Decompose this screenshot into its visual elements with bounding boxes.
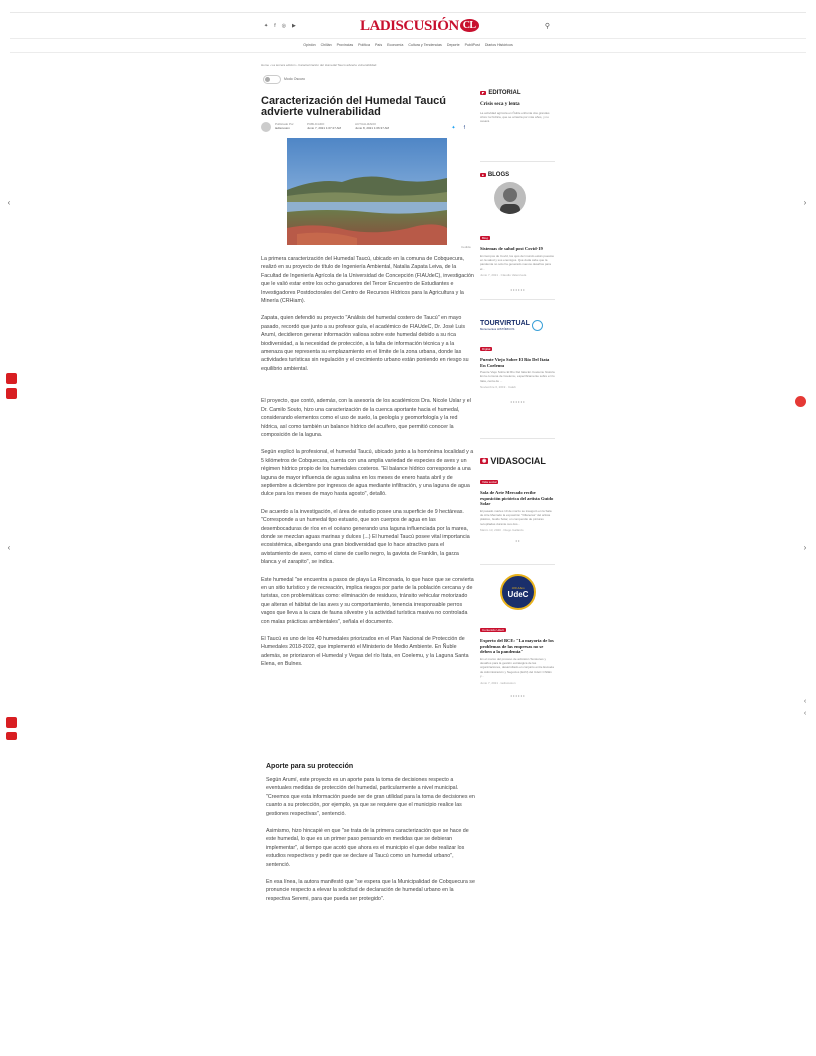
blogs-post-date: Junio 7, 2021 · Claudio Valenzuela xyxy=(480,273,527,278)
udec-post-text: En el marco del proceso de admisión Tensiones y desafíos para la gestión estratégica de las organizaciones, desarrollado en conjunto entre Escuela de Administración y Negocios (EAN) del UdeC Chillán y... xyxy=(480,656,554,679)
tour-post-text: Puente Viejo Sobre El Río Del Itata En Coelemu historia En la comuna de Coelemu, específicamente sobre el río Itata, cerca de ... xyxy=(480,370,555,383)
author-block xyxy=(275,122,294,130)
updated-date: Junio 8, 2021 1:06:37 AM xyxy=(355,126,390,130)
carousel-prev-arrow-icon[interactable]: ‹ xyxy=(7,198,11,207)
vida-tag: Vida social xyxy=(482,480,497,484)
top-divider xyxy=(10,12,806,13)
breadcrumb[interactable]: Home › La tercera edición › Caracterización del Humedal Taucú advierte vulnerabilidad xyxy=(261,63,377,67)
wetland-photo-graphic xyxy=(287,138,447,245)
nav-item[interactable]: Política xyxy=(358,43,370,47)
editorial-heading: ◤ EDITORIAL xyxy=(482,90,521,96)
nav-item[interactable]: Diarios Históricos xyxy=(484,43,513,47)
author-avatar xyxy=(261,122,271,132)
article-paragraph: Según Arumí, este proyecto es un aporte para la toma de decisiones respecto a eventuales medidas de protección del humedal, particularmente a nivel municipal. "Creemos que esta información puede ser de gran utilidad para la toma de decisiones en cuanto a su protección, por ejemplo, ya que se requiere que el municipio realice las gestiones respectivas", sentenció. xyxy=(266,777,475,817)
dark-mode-toggle[interactable] xyxy=(263,75,281,84)
article-meta xyxy=(261,121,471,135)
carousel-prev-arrow-icon[interactable]: ‹ xyxy=(7,543,11,552)
site-header xyxy=(258,16,558,38)
article-paragraph: En esa línea, la autora manifestó que "se espera que la Municipalidad de Cobquecura se pronuncie respecto a elevar la solicitud de declaración de humedal urbano en la respectiva Seremi, para que pueda ser protegido". xyxy=(266,879,475,902)
logo-badge: CL xyxy=(460,19,479,32)
tour-globe-icon xyxy=(532,320,543,331)
vida-carousel-dots[interactable]: • • xyxy=(515,538,520,544)
blogs-post-title[interactable]: Sistemas de salud post Covid-19 xyxy=(480,246,543,251)
article-title: Caracterización del Humedal Taucú advierte vulnerabilidad xyxy=(261,95,447,118)
article-paragraph: Este humedal "se encuentra a pasos de playa La Rinconada, lo que hace que se convierta en un sitio turístico y de recreación, implica riesgos por parte de la población cercana y de turistas, con problemáticas como: eliminación de residuos, tránsito vehicular motorizado que alteran el hábitat de las aves y su comportamiento, tenencia irresponsable perros vagos que lleva a la caza de fauna silvestre y la actividad turística masiva no controlada con malas prácticas ambientales", señala el documento. xyxy=(261,576,474,625)
published-block xyxy=(307,122,341,130)
site-logo[interactable]: LADISCUSIÓN CL xyxy=(360,18,479,35)
author-label: Publicado Por xyxy=(275,122,294,126)
updated-block xyxy=(355,122,389,130)
share-buttons xyxy=(451,125,465,131)
twitter-icon[interactable]: ✦ xyxy=(264,23,269,29)
social-links xyxy=(264,23,296,29)
published-date: Junio 7, 2021 1:07:27 AM xyxy=(307,126,342,130)
blogger-portrait xyxy=(494,182,526,214)
carousel-next-arrow-icon[interactable]: › xyxy=(803,198,807,207)
facebook-icon[interactable]: f xyxy=(274,23,276,29)
article-paragraph: El proyecto, que contó, además, con la asesoría de los académicos Dra. Nicole Uslar y el Dr. Camilo Souto, hizo una caracterización de la cuenca aportante hacia el humedal, considerando elementos como el uso de suelo, la geología y geomorfología y la red hídrica, así como también un balance hídrico del acuífero, que permitió conocer la composición de la laguna. xyxy=(261,398,471,438)
article-body-continued xyxy=(266,776,478,912)
article-body xyxy=(261,255,474,678)
article-subheading: Aporte para su protección xyxy=(266,763,354,770)
twitter-share-icon[interactable]: ✦ xyxy=(451,125,456,131)
photo-credit: Cedida xyxy=(461,245,471,249)
nav-item[interactable]: Provincias xyxy=(336,43,354,47)
instagram-icon[interactable]: ◎ xyxy=(281,23,286,29)
nav-item[interactable]: Economía xyxy=(387,43,404,47)
tour-post-title[interactable]: Puente Viejo Sobre El Río Del Itata En Coelemu xyxy=(480,357,550,368)
youtube-icon[interactable]: ▶ xyxy=(291,23,296,29)
main-nav xyxy=(258,43,558,47)
floating-widget-icon[interactable] xyxy=(6,732,17,740)
sidebar-blogs xyxy=(480,172,555,292)
udec-post-title[interactable]: Experto del BCE: "La mayoría de los problemas de las empresas no se deben a la pandemia" xyxy=(480,638,554,654)
sidebar-divider xyxy=(480,438,555,439)
udec-tag: Contenido UdeC xyxy=(482,628,505,632)
search-icon[interactable]: ⚲ xyxy=(544,23,550,30)
vida-post-date: Marzo 13, 2020 · Diego Gallardo xyxy=(480,528,524,533)
updated-label: ACTUALIZADO xyxy=(355,122,377,126)
vida-post-text: El pasado martes 10 de marzo se inauguró en la Sala de Arte Mercado la exposición "Villaneras" del artista plástico, Guido Solar, un compendio de pinturas recopiladas durante sus dos... xyxy=(480,508,552,526)
editorial-title[interactable]: Crisis seca y lenta xyxy=(480,101,520,107)
editorial-text: La actividad agrícola en Ñuble enfrenta dos grandes crisis: la hídrica, que se arrastra por más años, y no cesará. xyxy=(480,110,550,124)
nav-divider xyxy=(10,38,806,39)
sidebar-editorial xyxy=(480,90,555,124)
editorial-flag-icon: ◤ xyxy=(482,91,485,95)
article-paragraph: Asimismo, hizo hincapié en que "se trata de la primera caracterización que se hace de este humedal, lo que es un primer paso pensando en medidas que se debieran implementar", al tiempo que acotó que ahora es el municipio el que debe realizar los estudios respectivos y pedir que se declare al Taucú como un humedal urbano", sentenció. xyxy=(266,828,469,868)
article-paragraph: El Taucú es uno de los 40 humedales priorizados en el Plan Nacional de Protección de Humedales 2018-2022, que implementó el Ministerio de Medio Ambiente. En Ñuble además, se priorizaron el Humedal y Vegas del río Itata, en Coelemu, y la Laguna Santa Elena, en Bulnes. xyxy=(261,636,469,668)
udec-carousel-dots[interactable]: • • • • • • xyxy=(510,692,525,698)
sidebar-divider xyxy=(480,161,555,162)
tour-carousel-dots[interactable]: • • • • • • xyxy=(510,399,525,405)
udec-post-date: Junio 7, 2021 · ladiscusion xyxy=(480,680,516,685)
nav-item[interactable]: Chillán xyxy=(320,43,332,47)
facebook-share-icon[interactable]: f xyxy=(463,125,465,131)
floating-widget-icon[interactable] xyxy=(6,373,17,384)
article-paragraph: La primera caracterización del Humedal Taucú, ubicado en la comuna de Cobquecura, realizó en su proyecto de título de Ingeniería Ambiental, Natalia Zapata Leiva, de la Facultad de Ingeniería Agrícola de la Universidad de Concepción (FIAUdeC), investigación que le valió estar entre los ocho ganadores del Tercer Encuentro de Estudiantes e Investigadores Postdoctorales del Centro de Recursos Hídricos para la Agricultura y la Minería (CRHiam). xyxy=(261,256,474,305)
blogger-avatar xyxy=(494,182,526,214)
article-photo xyxy=(287,138,447,245)
sidebar-tour xyxy=(480,320,555,404)
dark-mode-label: Modo Oscuro xyxy=(284,77,306,81)
udec-badge: 100 Años UdeC xyxy=(500,574,536,610)
nav-item[interactable]: Cultura y Tendencias xyxy=(408,43,442,47)
vida-camera-icon: ◉ xyxy=(482,458,487,464)
article-paragraph: Zapata, quien defendió su proyecto "Análisis del humedal costero de Taucú" en mayo pasado, recordó que junto a su profesor guía, el académico de FIAUdeC, Dr. José Luis Arumí, decidieron generar información valiosa sobre este humedal debido a su rica biodiversidad, a la necesidad de protección, a la falta de información técnica y a la amenaza que representa su emplazamiento en el límite de la zona urbana, donde las actividades turísticas sin regulación y el crecimiento urbano están poniendo en riesgo su equilibrio ambiental. xyxy=(261,315,469,372)
blogs-tag: Blog xyxy=(482,236,489,240)
sidebar-divider xyxy=(480,564,555,565)
tour-tag: Digital xyxy=(482,347,491,351)
nav-item[interactable]: Opinión xyxy=(303,43,316,47)
sidebar-vida-social xyxy=(480,456,555,543)
vida-post-title[interactable]: Sala de Arte Mercado recibe exposición pictórica del artista Guido Solar xyxy=(480,490,554,506)
nav-item[interactable]: País xyxy=(374,43,383,47)
floating-widget-icon[interactable] xyxy=(6,388,17,399)
sidebar-udec xyxy=(480,574,555,698)
carousel-next-arrow-icon[interactable]: › xyxy=(803,543,807,552)
blogs-heading: ■ BLOGS xyxy=(482,172,510,178)
notification-bell-icon[interactable] xyxy=(795,396,806,407)
nav-divider-bottom xyxy=(10,52,806,53)
sidebar-divider xyxy=(480,299,555,300)
tour-heading: TOURVIRTUAL Monumentos HISTÓRICOS xyxy=(480,320,555,331)
floating-widget-icon[interactable] xyxy=(6,717,17,728)
published-label: PUBLICADO xyxy=(307,122,325,126)
nav-item[interactable]: PubliPost xyxy=(464,43,480,47)
scroll-down-arrow-icon[interactable]: ‹ xyxy=(803,710,807,717)
article-paragraph: De acuerdo a la investigación, el área de estudio posee una superficie de 9 hectáreas. "Corresponde a un humedal tipo estuario, que son cuerpos de agua en las desembocaduras de ríos en el océano generando una laguna influenciada por la marea, donde se mezclan aguas marinas y dulces (...) El humedal Taucú posee vital importancia ecosistémica, albergando una gran biodiversidad que lo hace atractivo para el avistamiento de aves, como el cisne de cuello negro, la gaviota de Franklin, la garza blanca y el zarapito", se indica. xyxy=(261,508,470,566)
article-paragraph: Según explicó la profesional, el humedal Taucú, ubicado junto a la homónima localidad y a 5 kilómetros de Cobquecura, cuenta con una amplia variedad de especies de aves y un régimen hídrico propio de los humedales costeros. "El balance hídrico corresponde a una laguna de mayor influencia de agua salina en los meses de enero hasta abril y de septiembre a diciembre por ingresos de agua mediante infiltración, y una laguna de agua dulce para los meses de mayo hasta agosto", detalló. xyxy=(261,449,474,498)
blogs-flag-icon: ■ xyxy=(482,173,484,177)
vida-heading: ◉ VIDASOCIAL xyxy=(482,456,546,466)
nav-item[interactable]: Deporte xyxy=(446,43,460,47)
scroll-up-arrow-icon[interactable]: ‹ xyxy=(803,698,807,705)
tour-post-date: Noviembre 6, 2019 · Caleb xyxy=(480,385,516,390)
blogs-post-text: En tiempos de Covid, los ojos del mundo están puestos en la salud y sus enemigos. Qué duda cabe que la pandemia no solo ha generado nuevos desafíos para el... xyxy=(480,253,554,271)
author-name[interactable]: ladiscusion xyxy=(275,126,290,130)
blogs-carousel-dots[interactable]: • • • • • • xyxy=(510,287,525,293)
